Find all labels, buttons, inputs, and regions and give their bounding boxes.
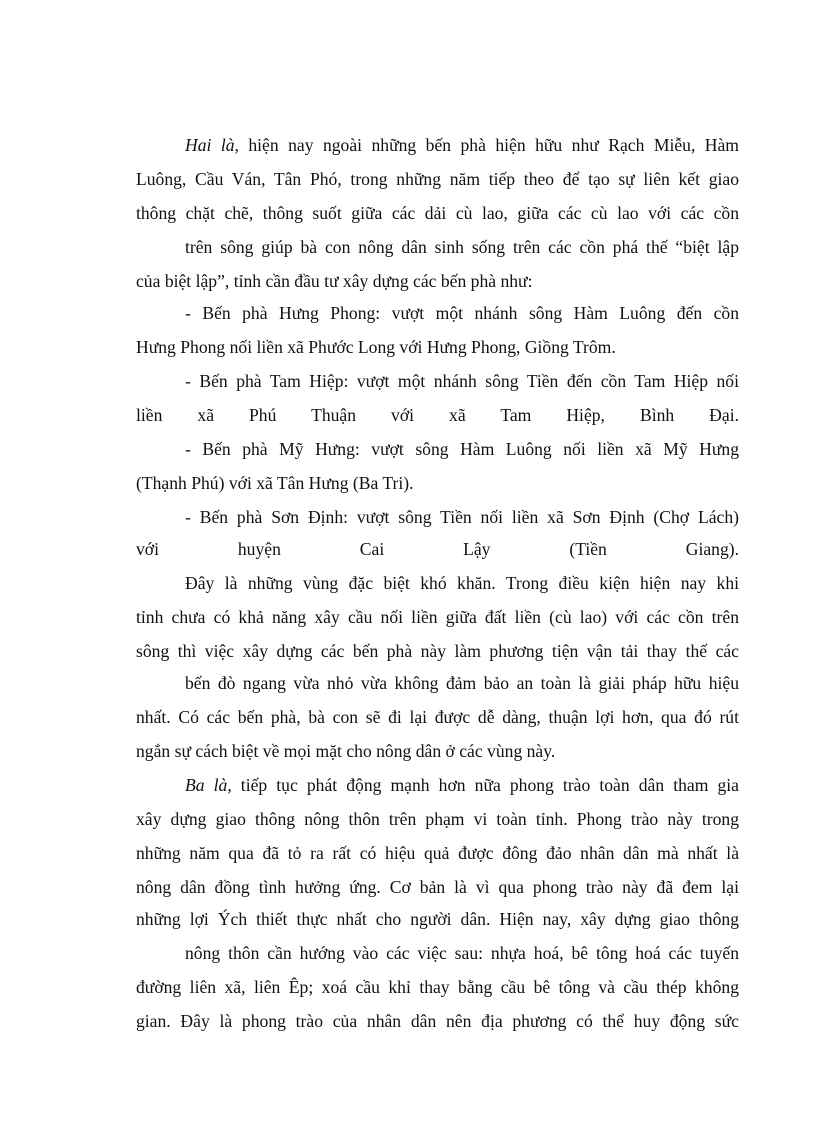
list-item-line: - Bến phà Hưng Phong: vượt một nhánh sông Hàm Luông đến cồn [185,303,739,323]
paragraph-line: bến đò ngang vừa nhỏ vừa không đảm bảo an toàn là giải pháp hữu hiệu [185,673,739,693]
paragraph-line: sông thì việc xây dựng các bến phà này làm phương tiện vận tải thay thế các [136,641,739,661]
paragraph-line: những lợi Ých thiết thực nhất cho người dân. Hiện nay, xây dựng giao thông [136,909,739,929]
paragraph-line: thông chặt chẽ, thông suốt giữa các dải cù lao, giữa các cù lao với các cồn [136,203,739,223]
list-item-line: với huyện Cai Lậy (Tiền Giang). [136,539,739,559]
list-item-line: - Bến phà Sơn Định: vượt sông Tiền nối liền xã Sơn Định (Chợ Lách) [185,507,739,527]
paragraph-line: của biệt lập”, tỉnh cần đầu tư xây dựng các bến phà như: [136,271,533,291]
paragraph-line: trên sông giúp bà con nông dân sinh sống trên các cồn phá thế “biệt lập [185,237,739,257]
line-text: tiếp tục phát động mạnh hơn nữa phong trào toàn dân tham gia [231,775,739,795]
paragraph-line: Luông, Cầu Ván, Tân Phó, trong những năm tiếp theo để tạo sự liên kết giao [136,169,739,189]
paragraph-line: gian. Đây là phong trào của nhân dân nên địa phương có thể huy động sức [136,1011,739,1031]
paragraph-line: nông dân đồng tình hưởng ứng. Cơ bản là vì qua phong trào này đã đem lại [136,877,739,897]
line-text: hiện nay ngoài những bến phà hiện hữu như Rạch Miễu, Hàm [238,135,739,155]
list-item-line: liền xã Phú Thuận với xã Tam Hiệp, Bình Đại. [136,405,739,425]
paragraph-line [185,774,739,796]
paragraph-line: xây dựng giao thông nông thôn trên phạm vi toàn tỉnh. Phong trào này trong [136,809,739,829]
paragraph-line: Đây là những vùng đặc biệt khó khăn. Trong điều kiện hiện nay khi [185,573,739,593]
list-item-line: - Bến phà Mỹ Hưng: vượt sông Hàm Luông nối liền xã Mỹ Hưng [185,439,739,459]
list-item-line: - Bến phà Tam Hiệp: vượt một nhánh sông Tiền đến cồn Tam Hiệp nối [185,371,739,391]
list-item-line: Hưng Phong nối liền xã Phước Long với Hưng Phong, Giồng Trôm. [136,337,616,357]
paragraph-line: nông thôn cần hướng vào các việc sau: nhựa hoá, bê tông hoá các tuyến [185,943,739,963]
list-item-line: (Thạnh Phú) với xã Tân Hưng (Ba Tri). [136,473,414,493]
paragraph-line: những năm qua đã tỏ ra rất có hiệu quả được đông đảo nhân dân mà nhất là [136,843,739,863]
paragraph-line: ngắn sự cách biệt về mọi mặt cho nông dân ở các vùng này. [136,741,556,761]
paragraph-lead: Hai là, [185,135,239,155]
paragraph-line: tỉnh chưa có khả năng xây cầu nối liền giữa đất liền (cù lao) với các cồn trên [136,607,739,627]
paragraph-line: nhất. Có các bến phà, bà con sẽ đi lại được dễ dàng, thuận lợi hơn, qua đó rút [136,707,739,727]
paragraph-line [185,134,739,156]
paragraph-line: đường liên xã, liên Êp; xoá cầu khỉ thay bằng cầu bê tông và cầu thép không [136,977,739,997]
paragraph-lead: Ba là, [185,775,232,795]
